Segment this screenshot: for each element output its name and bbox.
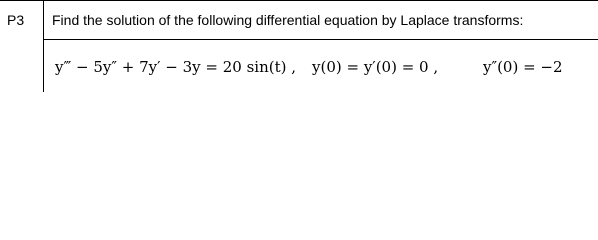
column-divider [43, 0, 44, 92]
header-rule [44, 39, 598, 40]
initial-condition-second: y″(0) = −2 [483, 58, 563, 76]
problem-number: P3 [7, 12, 25, 28]
problem-statement: Find the solution of the following differential equation by Laplace transforms: [52, 12, 524, 28]
initial-conditions-first: y(0) = y′(0) = 0 , [312, 58, 439, 76]
top-rule [0, 0, 598, 1]
differential-equation: y‴ − 5y″ + 7y′ − 3y = 20 sin(t) , [55, 58, 297, 76]
problem-table [0, 0, 598, 92]
